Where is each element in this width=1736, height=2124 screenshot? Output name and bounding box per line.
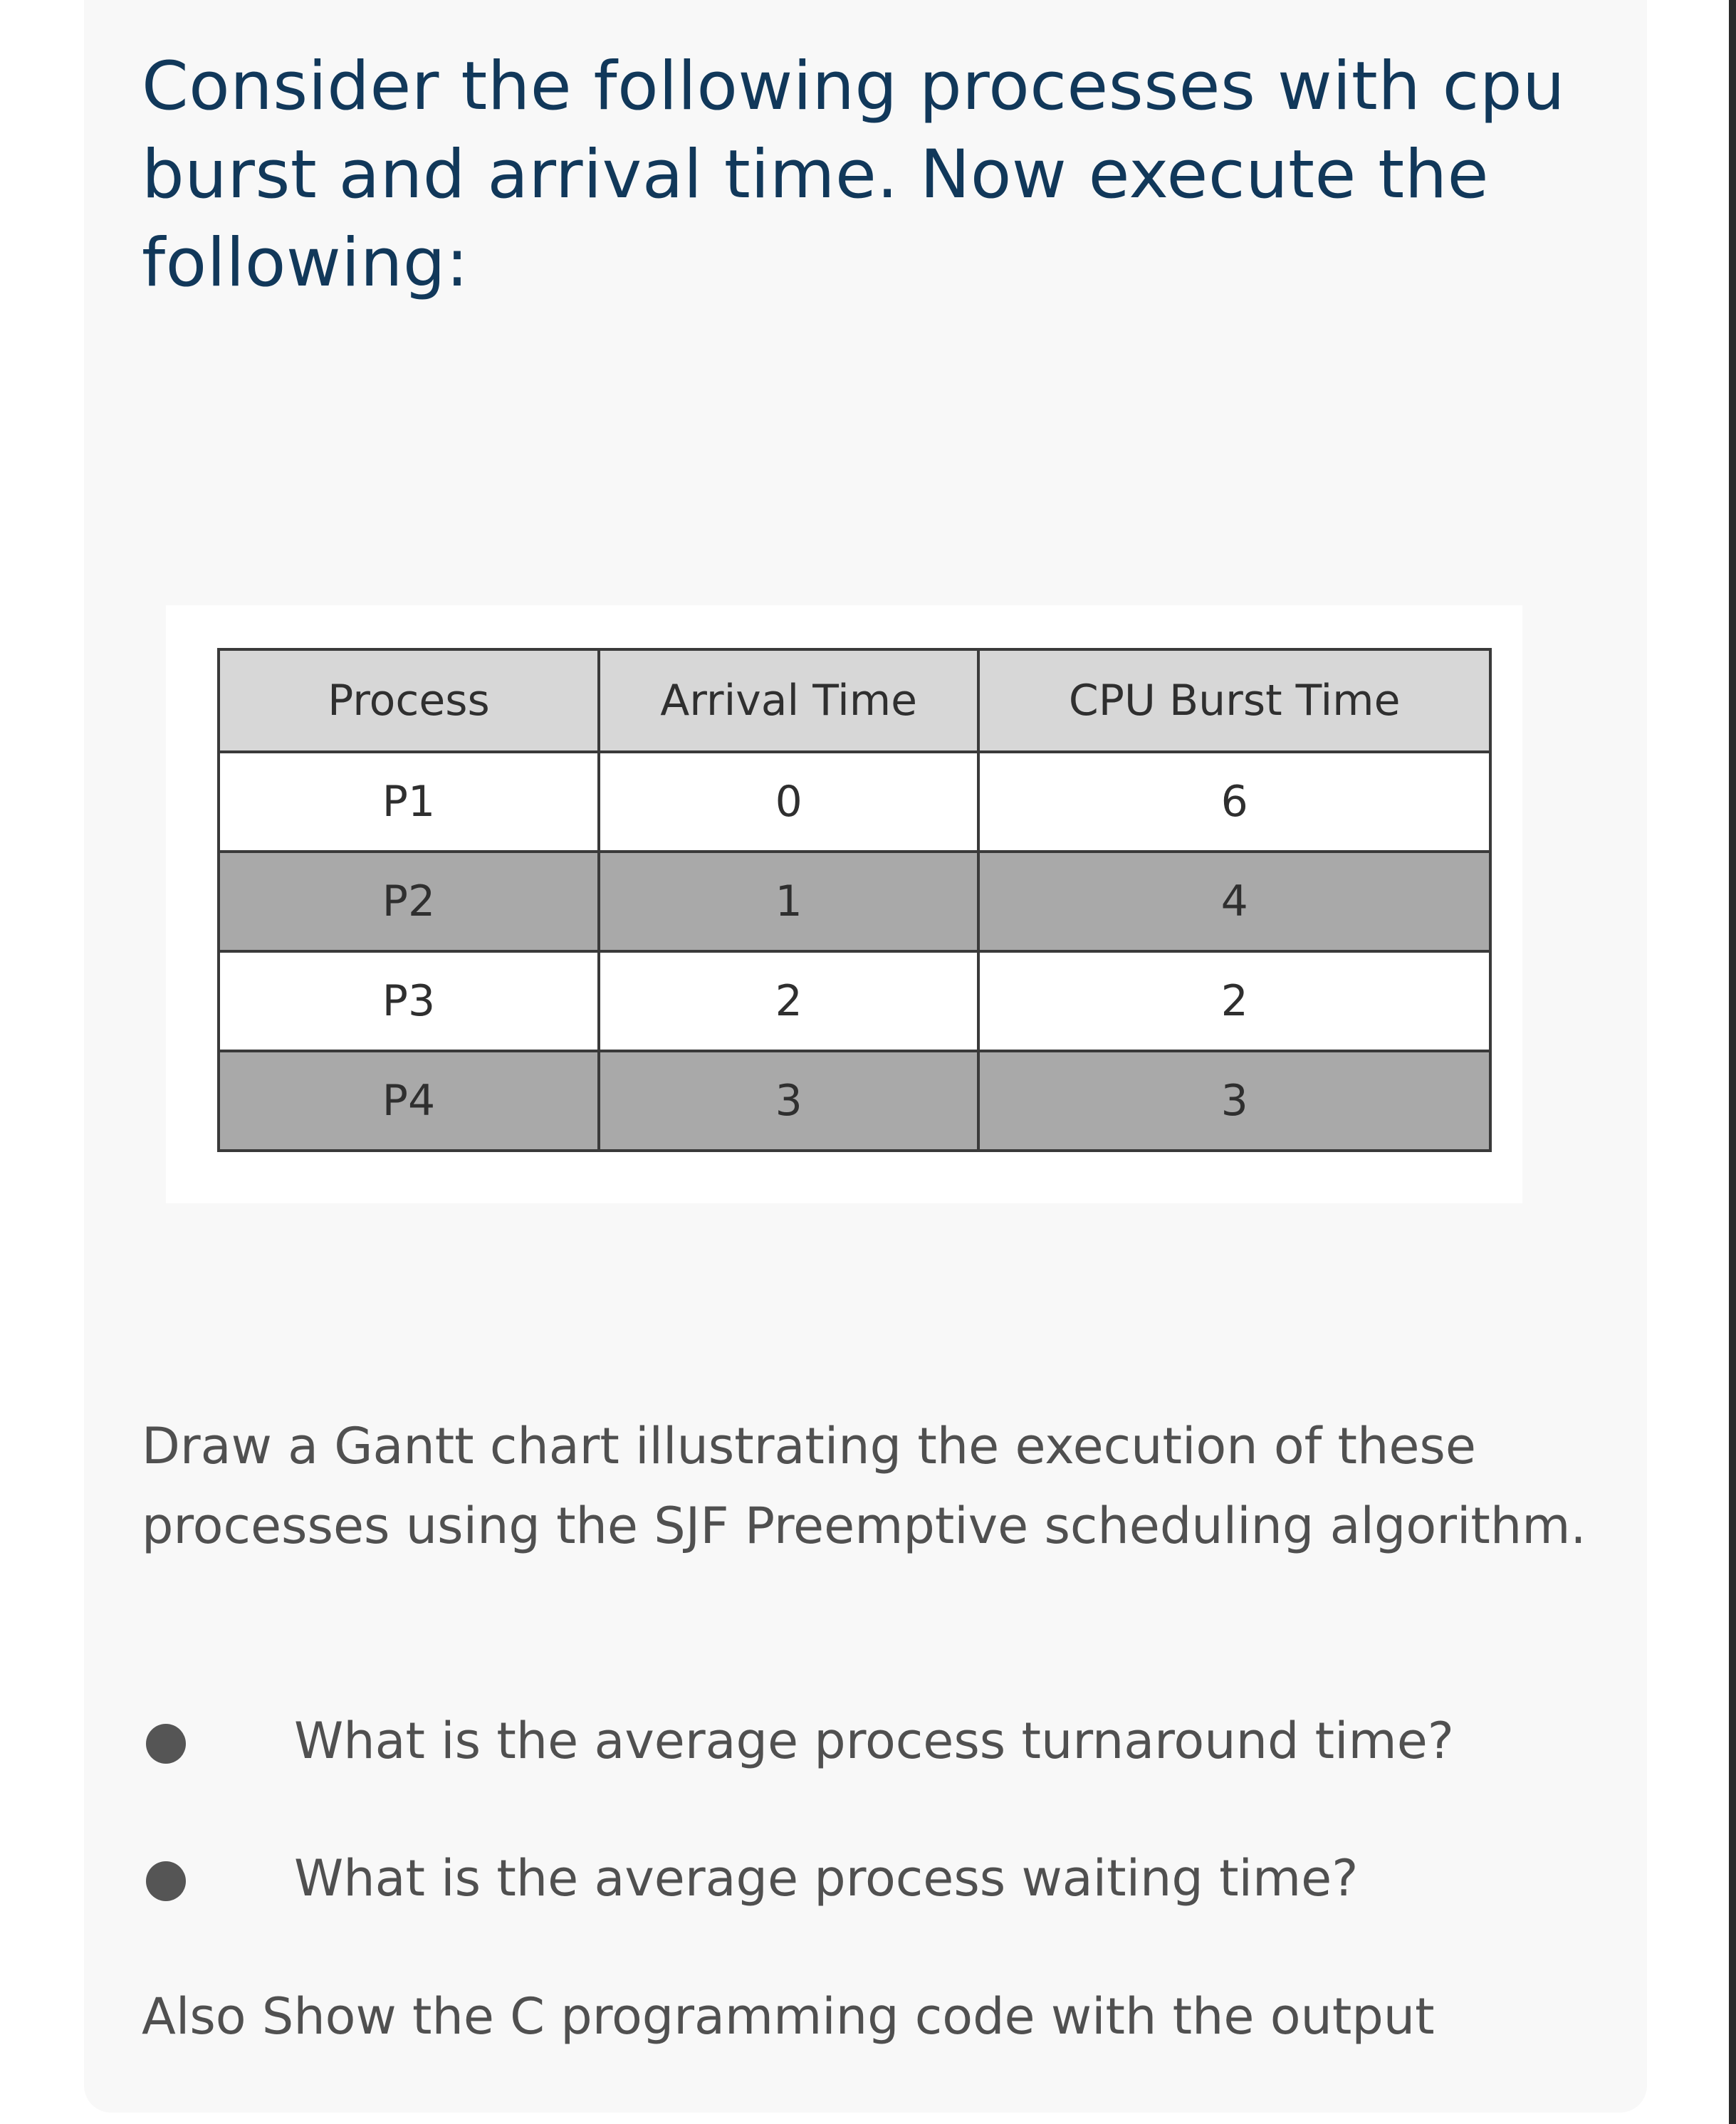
cell-arrival-time: 1 bbox=[599, 852, 979, 951]
cell-arrival-time: 2 bbox=[599, 951, 979, 1051]
header-process: Process bbox=[219, 649, 599, 752]
header-cpu-burst-time: CPU Burst Time bbox=[978, 649, 1490, 752]
cell-burst-time: 2 bbox=[978, 951, 1490, 1051]
cell-process: P3 bbox=[219, 951, 599, 1051]
bullet-text: What is the average process waiting time? bbox=[294, 1849, 1359, 1908]
cell-burst-time: 3 bbox=[978, 1051, 1490, 1151]
cell-arrival-time: 3 bbox=[599, 1051, 979, 1151]
table-header-row bbox=[219, 649, 1490, 752]
footer-text: Also Show the C programming code with the output bbox=[142, 1987, 1435, 2046]
cell-arrival-time: 0 bbox=[599, 752, 979, 852]
bullet-dot-icon bbox=[146, 1861, 186, 1901]
cell-burst-time: 6 bbox=[978, 752, 1490, 852]
cell-process: P4 bbox=[219, 1051, 599, 1151]
cell-process: P2 bbox=[219, 852, 599, 951]
cell-burst-time: 4 bbox=[978, 852, 1490, 951]
table-row bbox=[219, 752, 1490, 852]
cell-process: P1 bbox=[219, 752, 599, 852]
question-title: Consider the following processes with cpu burst and arrival time. Now execute the following: bbox=[142, 48, 1566, 302]
screen-edge bbox=[1729, 0, 1736, 2124]
table-row bbox=[219, 951, 1490, 1051]
bullet-dot-icon bbox=[146, 1724, 186, 1764]
table-row bbox=[219, 1051, 1490, 1151]
table-row bbox=[219, 852, 1490, 951]
process-table bbox=[217, 648, 1492, 1152]
bullet-item-waiting bbox=[142, 1843, 1637, 1914]
bullet-item-turnaround bbox=[142, 1705, 1637, 1777]
header-arrival-time: Arrival Time bbox=[599, 649, 979, 752]
bullet-text: What is the average process turnaround time? bbox=[294, 1712, 1454, 1770]
process-table-image bbox=[166, 605, 1522, 1203]
instruction-text: Draw a Gantt chart illustrating the execution of these processes using the SJF Preemptive scheduling algorithm. bbox=[142, 1417, 1586, 1555]
